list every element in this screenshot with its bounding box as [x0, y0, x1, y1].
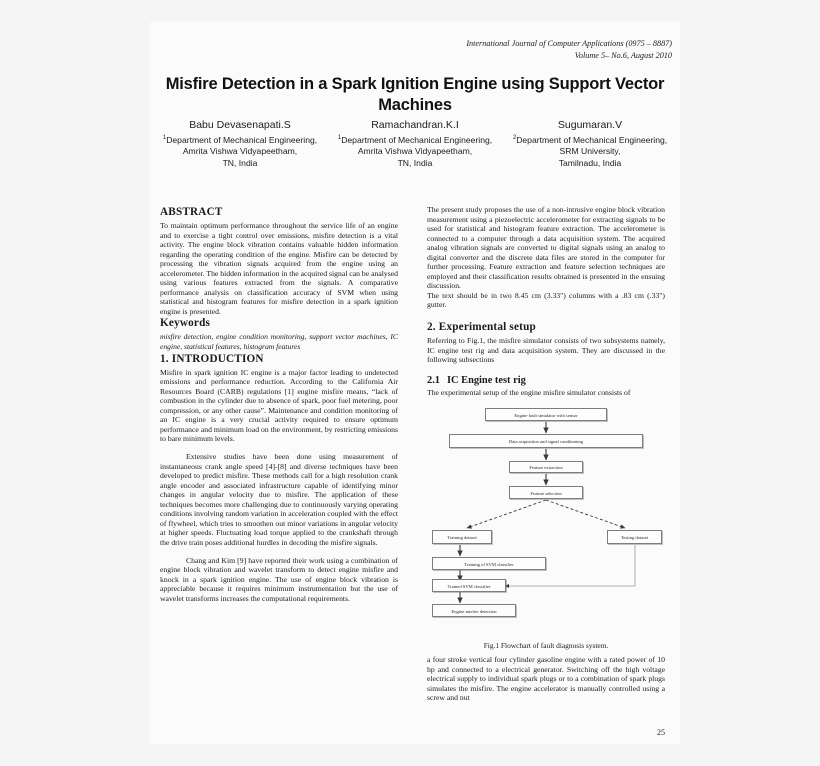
keywords-heading: Keywords [160, 317, 211, 330]
ic-engine-test-rig-heading [427, 374, 665, 387]
introduction-paragraph-3: Chang and Kim [9] have reported their work using a combination of engine block vibration and wavelet transform to detect engine misfire and knock in a spark ignition engine. The use of engine block vibration is appreciable because it requires minimum instrumentation but the use of wavelet transforms increases the computational requirements. [160, 555, 398, 603]
experimental-setup-text: Referring to Fig.1, the misfire simulator consists of two subsystems namely, IC engine test rig and data acquisition system. They are discussed in the following subsections [427, 336, 665, 365]
journal-volume-line: Volume 5– No.6, August 2010 [574, 50, 672, 60]
figure-caption: Fig.1 Flowchart of fault diagnosis system. [483, 641, 609, 651]
introduction-heading: 1. INTRODUCTION [160, 352, 264, 365]
journal-name-line: International Journal of Computer Applications (0975 – 8887) [466, 39, 672, 48]
flowchart-box-feature-extraction: Feature extraction [509, 461, 583, 473]
body-columns [160, 205, 665, 703]
flowchart-box-engine-fault-simulator: Engine fault simulator with sensor [485, 408, 607, 421]
subsection-title: IC Engine test rig [447, 374, 526, 386]
flowchart-box-data-acquisition: Data acquisition and signal conditioning [449, 434, 643, 448]
affiliation-department: Department of Mechanical Engineering, [341, 134, 493, 145]
flowchart-box-testing-dataset: Testing dataset [607, 530, 662, 544]
right-paragraph-2: The text should be in two 8.45 cm (3.33") columns with a .83 cm (.33") gutter. [427, 290, 665, 310]
flowchart-box-training-dataset: Training dataset [432, 530, 492, 544]
page-number: 25 [657, 728, 665, 737]
author-location: TN, India [397, 158, 433, 169]
author-affiliation [333, 133, 497, 146]
flowchart-box-training-svm: Training of SVM classifier [432, 557, 546, 570]
right-column [427, 205, 665, 703]
author-entry [158, 119, 322, 170]
author-organization: Amrita Vishwa Vidyapeetham, [357, 146, 473, 157]
author-location: Tamilnadu, India [558, 158, 622, 169]
page-number-wrap [160, 722, 665, 740]
affiliation-marker: 1 [337, 135, 342, 141]
author-block [158, 119, 672, 170]
affiliation-marker: 1 [162, 135, 167, 141]
author-organization: SRM University, [559, 146, 621, 157]
affiliation-department: Department of Mechanical Engineering, [166, 134, 318, 145]
affiliation-marker: 2 [512, 135, 517, 141]
flowchart-box-feature-selection: Feature selection [509, 486, 583, 499]
figure-1 [427, 404, 665, 615]
journal-running-head [150, 38, 680, 61]
flowchart-box-engine-misfire-detection: Engine misfire detection [432, 604, 516, 617]
author-entry [333, 119, 497, 170]
author-entry [508, 119, 672, 170]
abstract-heading: ABSTRACT [160, 206, 223, 218]
subsection-number: 2.1 [427, 374, 440, 386]
author-location: TN, India [222, 158, 258, 169]
author-organization: Amrita Vishwa Vidyapeetham, [182, 146, 298, 157]
right-paragraph-1: The present study proposes the use of a non-intrusive engine block vibration measurement using a piezoelectric accelerometer for extracting signals to be used for statistical and histogram feature extraction. The accelerometer is connected to a computer through a data acquisition system. The acquired analog vibration signals are converted to digital signals using an analog to digital converter and the discrete data files are stored in the computer for further processing. Feature extraction and feature selection techniques are employed and their classification results obtained is presented in the ensuing discussion. [427, 205, 665, 291]
after-figure-paragraph: a four stroke vertical four cylinder gasoline engine with a rated power of 10 hp and connected to a electrical generator. Switching off the high voltage electrical supply to individual spark plugs or to a combination of spark plugs simulates the misfire. The engine accelerator is manually controlled using a screw and nut [427, 655, 665, 703]
left-column [160, 205, 398, 703]
abstract-text: To maintain optimum performance throughout the service life of an engine and to exercise a tight control over emissions, misfire detection is a vital activity. The engine block vibration contains valuable hidden information regarding the operating condition of the engine. Misfire can be detected by processing the vibration signals acquired from the engine using an accelerometer. The hidden information in the acquired signal can be analysed using various features extracted from the signals. A comparative performance analysis on classification accuracy of SVM when using statistical and histogram features for misfire detection in a spark ignition engine is presented. [160, 221, 398, 316]
author-name: Ramachandran.K.I [371, 119, 459, 131]
affiliation-department: Department of Mechanical Engineering, [516, 134, 668, 145]
introduction-paragraph-2: Extensive studies have been done using measurement of instantaneous crank angle speed [4]-[8] and diverse techniques have been developed to predict misfire. These methods call for a high resolution crank angle encoder and associated infrastructure capable of identifying minor changes in angular velocity due to misfire. The application of these techniques becomes more challenging due to continuously varying operating conditions involving random variation in acceleration coupled with the effect of flywheel, which tries to smoothen out minor variations in angular velocity at higher speeds. Fluctuating load torque applied to the crankshaft through the drive train poses additional hurdles in decoding the misfire signals. [160, 452, 398, 547]
author-name: Babu Devasenapati.S [189, 119, 291, 131]
page-title: Misfire Detection in a Spark Ignition Engine using Support Vector Machines [165, 75, 665, 114]
keywords-text: misfire detection, engine condition monitoring, support vector machines, IC engine, statistical features, histogram features [160, 332, 398, 352]
author-name: Sugumaran.V [557, 119, 623, 131]
author-affiliation [508, 133, 672, 146]
introduction-paragraph-1: Misfire in spark ignition IC engine is a major factor leading to undetected emissions and performance reduction. According to the California Air Resources Board (CARB) regulations [1] engine misfire means, “lack of combustion in the cylinder due to absence of spark, poor fuel metering, poor compression, or any other cause”. Maintenance and condition monitoring of an IC engine is a very crucial activity required to ensure optimum performance and minimum load on the environment, by restricting emissions to bare minimum levels. [160, 367, 398, 444]
flowchart-box-trained-svm: Trained SVM classifier [432, 579, 506, 592]
author-affiliation [158, 133, 322, 146]
experimental-setup-heading: 2. Experimental setup [427, 321, 536, 334]
ic-engine-test-rig-text: The experimental setup of the engine misfire simulator consists of [427, 387, 631, 397]
